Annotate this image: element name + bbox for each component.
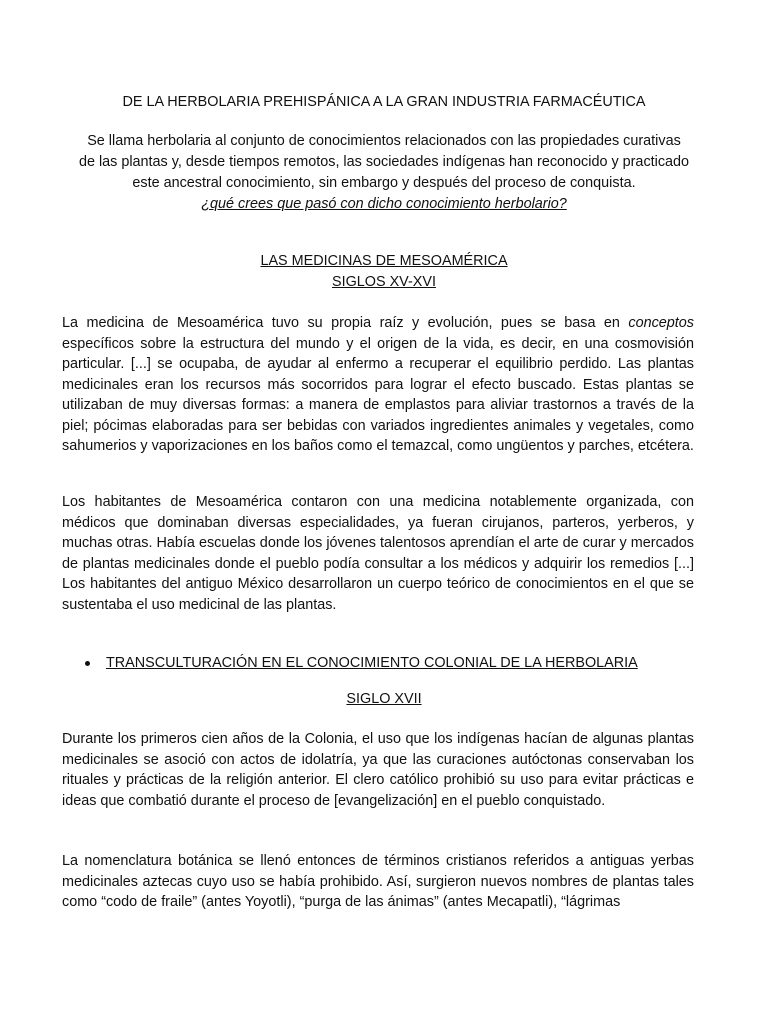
intro-paragraph: Se llama herbolaria al conjunto de conocimientos relacionados con las propiedades curativas de las plantas y, desde tiempos remotos, las sociedades indígenas han reconocido y practicado este ancestral conocimiento, sin embargo y después del proceso de conquista. <box>78 133 690 191</box>
section-heading-medicinas <box>60 251 708 293</box>
paragraph-nomenclatura: La nomenclatura botánica se llenó entonces de términos cristianos referidos a antiguas yerbas medicinales aztecas cuyo uso se había prohibido. Así, surgieron nuevos nombres de plantas tales como “codo de fraile” (antes Yoyotli), “purga de las ánimas” (antes Mecapatli), “lágrimas <box>62 853 694 910</box>
paragraph1-text-a: La medicina de Mesoamérica tuvo su propia raíz y evolución, pues se basa en <box>62 315 629 331</box>
paragraph-habitantes: Los habitantes de Mesoamérica contaron con una medicina notablemente organizada, con médicos que dominaban diversas especialidades, ya fueran cirujanos, parteros, yerberos, y muchas otras. Había escuelas donde los jóvenes talentosos aprendían el arte de curar y mercados de plantas medicinales donde el pueblo podía consultar a los médicos y adquirir los remedios [...] Los habitantes del antiguo México desarrollaron un cuerpo teórico de conocimientos en el que se sustentaba el uso medicinal de las plantas. <box>62 494 694 613</box>
subheading-text: SIGLO XVII <box>346 691 422 707</box>
bullet-heading-text: TRANSCULTURACIÓN EN EL CONOCIMIENTO COLONIAL DE LA HERBOLARIA <box>106 655 638 671</box>
document-title: DE LA HERBOLARIA PREHISPÁNICA A LA GRAN INDUSTRIA FARMACÉUTICA <box>122 94 646 110</box>
paragraph1-text-b: específicos sobre la estructura del mundo y el origen de la vida, es decir, en una cosmovisión particular. [...] se ocupaba, de ayudar al enfermo a recuperar el equilibrio perdido. Las plantas medicinales eran los recursos más socorridos para lograr el efecto buscado. Estas plantas se utilizaban de muy diversas formas: a manera de emplastos para aliviar trastornos a través de la piel; pócimas elaboradas para ser bebidas con variados ingredientes animales y vegetales, como sahumerios y vaporizaciones en los baños como el temazcal, como ungüentos y parches, etcétera. <box>62 335 694 454</box>
bullet-icon <box>85 661 90 666</box>
section-subheading-siglo <box>60 689 708 710</box>
intro-block <box>78 131 690 215</box>
section-heading-line1: LAS MEDICINAS DE MESOAMÉRICA <box>260 253 508 269</box>
intro-question: ¿qué crees que pasó con dicho conocimiento herbolario? <box>201 196 567 212</box>
paragraph1-italic: conceptos <box>628 315 694 331</box>
paragraph-colonia: Durante los primeros cien años de la Colonia, el uso que los indígenas hacían de algunas plantas medicinales se asoció con actos de idolatría, ya que las curaciones autóctonas conservaban los rituales y prácticas de la religión anterior. El clero católico prohibió su uso para evitar prácticas e ideas que combatió durante el proceso de [evangelización] en el pueblo conquistado. <box>62 731 694 809</box>
section-heading-line2: SIGLOS XV-XVI <box>332 274 436 290</box>
paragraph-medicina-mesoamerica <box>62 313 694 457</box>
